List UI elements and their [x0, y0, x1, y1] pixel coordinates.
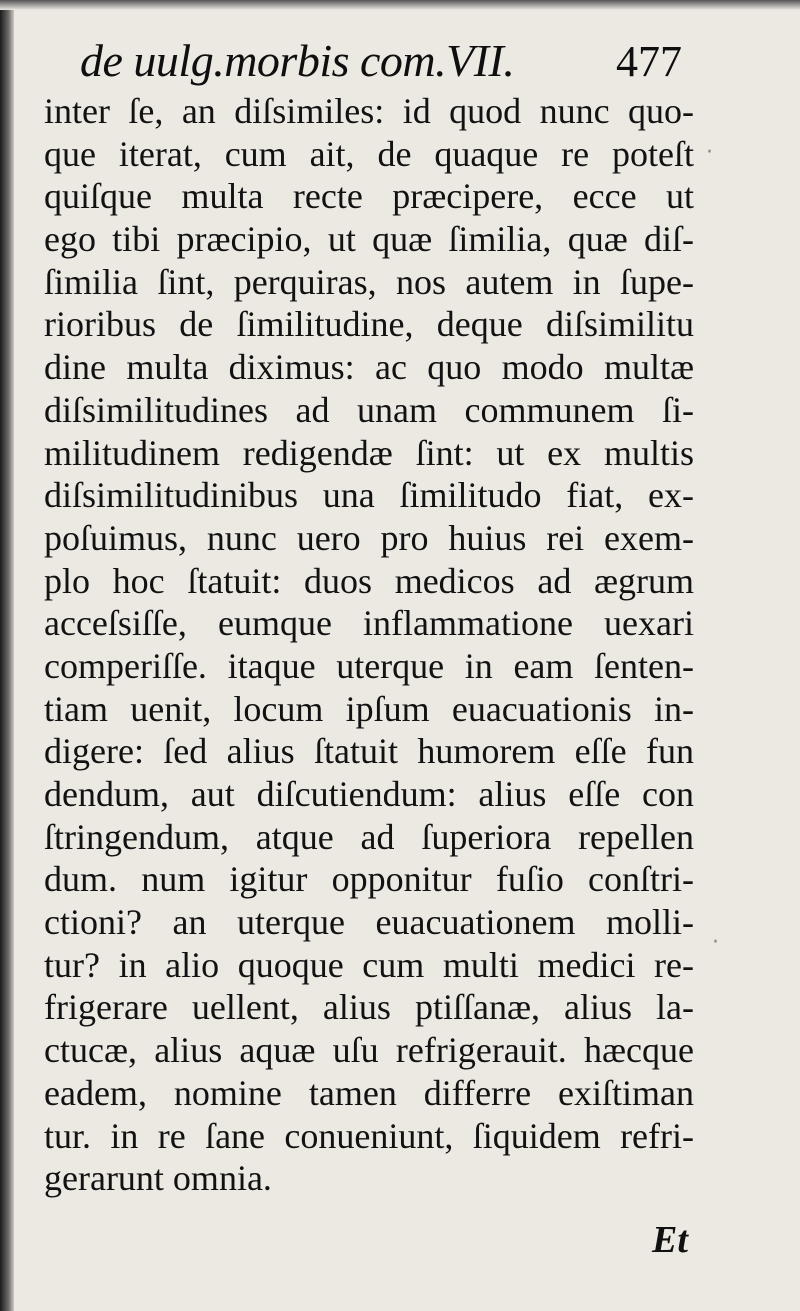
text-line: diſsimilitudinibus una ſimilitudo fiat, ex- — [44, 475, 694, 516]
text-line: dendum, aut diſcutiendum: alius eſſe con — [44, 774, 694, 814]
text-line: tur? in alio quoque cum multi medici re- — [44, 944, 694, 985]
text-line: ctioni? an uterque euacuationem molli- — [44, 902, 694, 943]
body-text — [44, 90, 694, 1200]
margin-speck: · — [706, 140, 713, 165]
text-line: quiſque multa recte præcipere, ecce ut — [44, 176, 694, 217]
text-line: dum. num igitur opponitur fuſio conſtri- — [44, 859, 694, 900]
text-line: tiam uenit, locum ipſum euacuationis in- — [44, 688, 694, 729]
catchword: Et — [652, 1219, 688, 1261]
text-line: ctucæ, alius aquæ uſu refrigerauit. hæcque — [44, 1030, 694, 1071]
running-head: de uulg.morbis com.VII. — [80, 35, 515, 86]
text-line: frigerare uellent, alius ptiſſanæ, alius la- — [44, 987, 694, 1028]
text-line: ſimilia ſint, perquiras, nos autem in ſupe- — [44, 261, 694, 302]
text-line: ego tibi præcipio, ut quæ ſimilia, quæ diſ- — [44, 219, 694, 260]
text-line: gerarunt omnia. — [44, 1158, 272, 1199]
text-line: eadem, nomine tamen differre exiſtiman — [44, 1072, 694, 1113]
text-line: plo hoc ſtatuit: duos medicos ad ægrum — [44, 560, 694, 601]
text-line: diſsimilitudines ad unam communem ſi- — [44, 389, 694, 430]
text-line: digere: ſed alius ſtatuit humorem eſſe fun — [44, 731, 694, 772]
text-line: poſuimus, nunc uero pro huius rei exem- — [44, 517, 694, 558]
text-line: comperiſſe. itaque uterque in eam ſenten- — [44, 645, 694, 686]
text-line: rioribus de ſimilitudine, deque diſsimilitu — [44, 304, 694, 345]
page-header — [80, 34, 690, 90]
text-line: militudinem redigendæ ſint: ut ex multis — [44, 432, 694, 473]
text-line: dine multa diximus: ac quo modo multæ — [44, 347, 694, 388]
text-line: inter ſe, an diſsimiles: id quod nunc quo- — [44, 91, 694, 131]
text-line: ſtringendum, atque ad ſuperiora repellen — [44, 816, 694, 857]
text-line: acceſsiſſe, eumque inflammatione uexari — [44, 603, 694, 644]
page-number: 477 — [616, 37, 682, 86]
binding-shadow — [0, 0, 14, 1311]
text-line: tur. in re ſane conueniunt, ſiquidem refri- — [44, 1115, 694, 1156]
top-edge-shadow — [0, 0, 800, 10]
margin-speck: · — [712, 930, 719, 955]
text-line: que iterat, cum ait, de quaque re poteſt — [44, 133, 694, 174]
